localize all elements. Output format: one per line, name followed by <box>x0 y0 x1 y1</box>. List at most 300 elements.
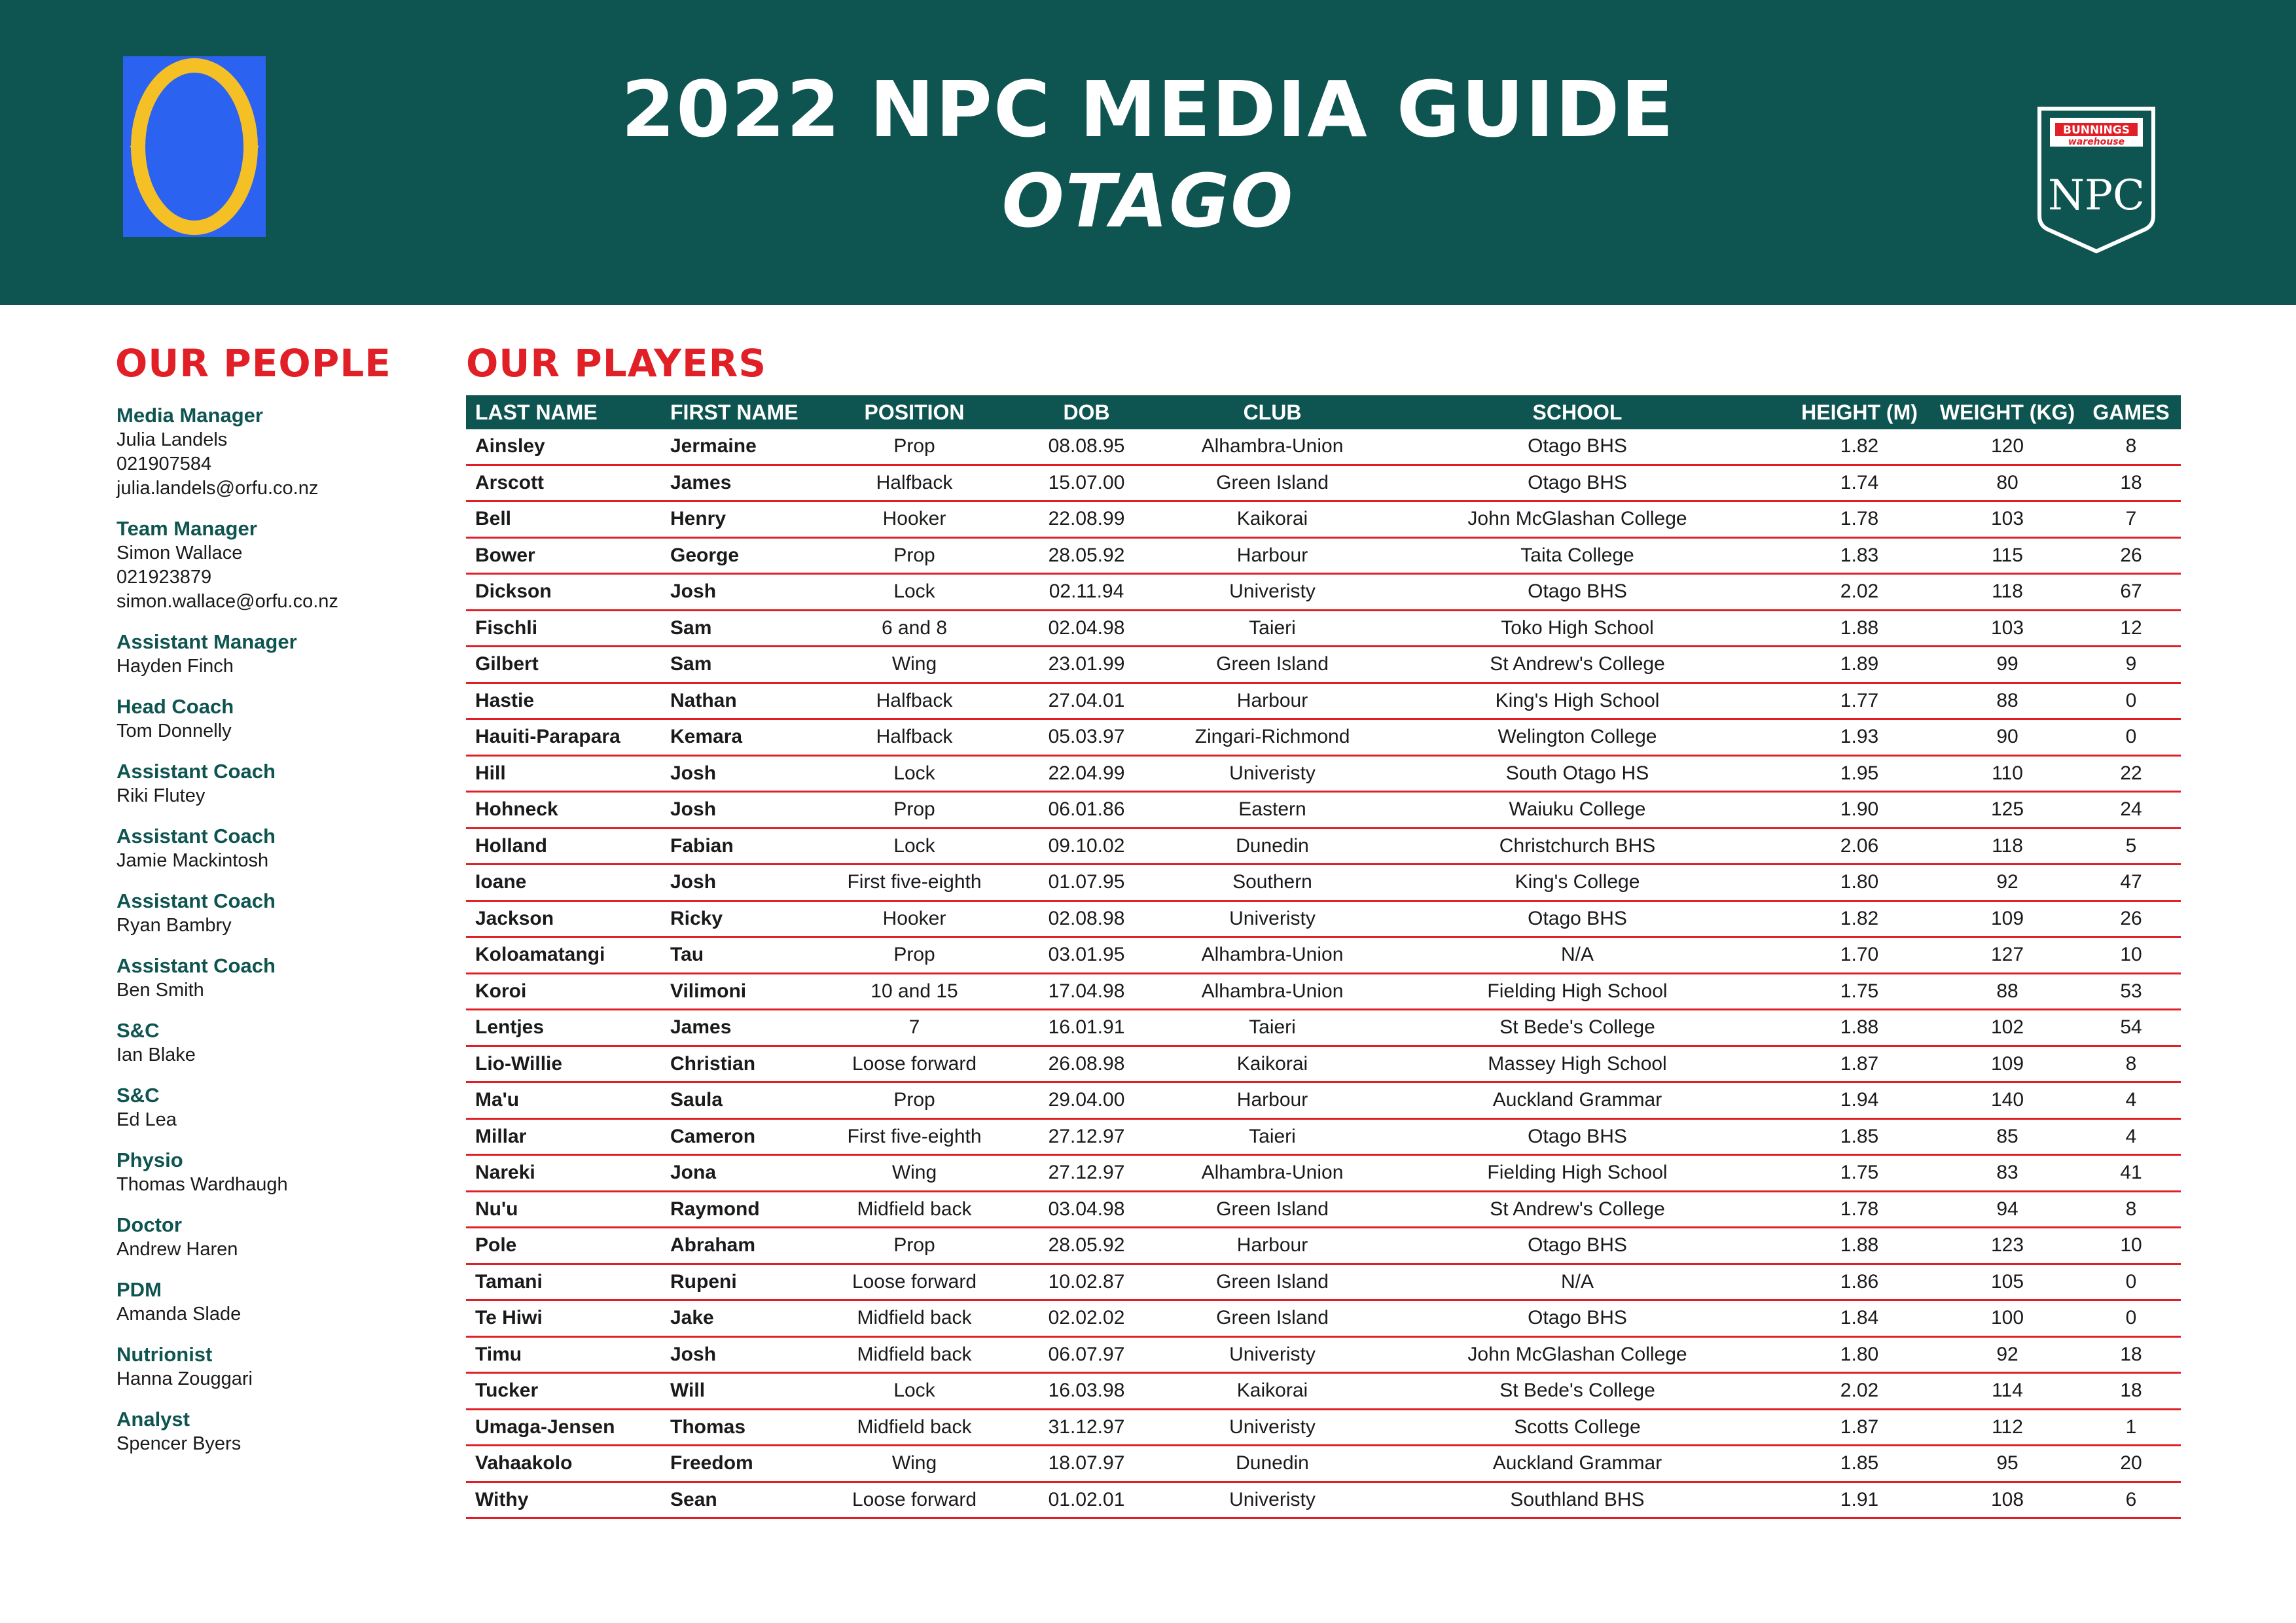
cell-first-name: Abraham <box>661 1228 831 1264</box>
cell-club: Harbour <box>1175 1228 1369 1264</box>
cell-first-name: Josh <box>661 574 831 611</box>
staff-detail: Ed Lea <box>117 1109 177 1130</box>
players-table <box>466 395 2181 1519</box>
cell-club: Zingari-Richmond <box>1175 719 1369 756</box>
cell-height: 1.93 <box>1785 719 1933 756</box>
cell-games: 18 <box>2081 1373 2181 1410</box>
table-row <box>466 1118 2181 1155</box>
cell-first-name: Kemara <box>661 719 831 756</box>
staff-entry <box>117 824 444 873</box>
cell-first-name: Saula <box>661 1082 831 1119</box>
cell-position: Wing <box>831 647 997 683</box>
cell-school: Otago BHS <box>1369 1118 1785 1155</box>
staff-entry <box>117 759 444 808</box>
cell-weight: 88 <box>1933 683 2081 719</box>
staff-entry <box>117 630 444 679</box>
cell-height: 1.91 <box>1785 1482 1933 1518</box>
cell-position: First five-eighth <box>831 865 997 901</box>
cell-school: Toko High School <box>1369 610 1785 647</box>
cell-last-name: Koloamatangi <box>466 937 661 974</box>
npc-badge-text: NPC <box>2047 171 2145 220</box>
cell-weight: 92 <box>1933 1336 2081 1373</box>
cell-club: Eastern <box>1175 792 1369 829</box>
cell-position: 10 and 15 <box>831 973 997 1010</box>
cell-position: 6 and 8 <box>831 610 997 647</box>
cell-school: John McGlashan College <box>1369 501 1785 538</box>
cell-club: Harbour <box>1175 683 1369 719</box>
cell-last-name: Te Hiwi <box>466 1300 661 1337</box>
staff-detail: Riki Flutey <box>117 785 206 806</box>
npc-badge-icon <box>2036 105 2157 255</box>
cell-height: 1.88 <box>1785 610 1933 647</box>
cell-position: Lock <box>831 1373 997 1410</box>
cell-school: Southland BHS <box>1369 1482 1785 1518</box>
table-row <box>466 865 2181 901</box>
cell-games: 26 <box>2081 537 2181 574</box>
table-row <box>466 1264 2181 1300</box>
staff-detail: Hanna Zouggari <box>117 1368 253 1389</box>
cell-position: Midfield back <box>831 1336 997 1373</box>
staff-role: Assistant Coach <box>117 889 276 912</box>
cell-dob: 27.12.97 <box>997 1155 1175 1192</box>
cell-first-name: Jake <box>661 1300 831 1337</box>
cell-games: 10 <box>2081 937 2181 974</box>
cell-games: 0 <box>2081 719 2181 756</box>
sponsor-sub: warehouse <box>2068 137 2125 147</box>
cell-school: Auckland Grammar <box>1369 1446 1785 1482</box>
cell-club: Green Island <box>1175 1191 1369 1228</box>
cell-dob: 09.10.02 <box>997 828 1175 865</box>
cell-club: Univeristy <box>1175 574 1369 611</box>
cell-games: 1 <box>2081 1409 2181 1446</box>
cell-games: 8 <box>2081 1191 2181 1228</box>
cell-last-name: Ma'u <box>466 1082 661 1119</box>
cell-first-name: Josh <box>661 1336 831 1373</box>
cell-dob: 29.04.00 <box>997 1082 1175 1119</box>
cell-first-name: George <box>661 537 831 574</box>
cell-height: 1.77 <box>1785 683 1933 719</box>
staff-detail: Thomas Wardhaugh <box>117 1174 288 1195</box>
cell-school: St Andrew's College <box>1369 1191 1785 1228</box>
cell-weight: 118 <box>1933 828 2081 865</box>
cell-club: Alhambra-Union <box>1175 429 1369 465</box>
cell-games: 18 <box>2081 465 2181 501</box>
cell-club: Univeristy <box>1175 901 1369 937</box>
cell-height: 1.80 <box>1785 865 1933 901</box>
cell-school: Fielding High School <box>1369 1155 1785 1192</box>
cell-weight: 80 <box>1933 465 2081 501</box>
cell-dob: 15.07.00 <box>997 465 1175 501</box>
staff-role: S&C <box>117 1084 160 1107</box>
cell-dob: 27.12.97 <box>997 1118 1175 1155</box>
cell-games: 26 <box>2081 901 2181 937</box>
cell-last-name: Dickson <box>466 574 661 611</box>
staff-entry <box>117 516 444 614</box>
table-row <box>466 1191 2181 1228</box>
cell-games: 67 <box>2081 574 2181 611</box>
cell-first-name: Sean <box>661 1482 831 1518</box>
cell-height: 1.78 <box>1785 1191 1933 1228</box>
cell-dob: 16.01.91 <box>997 1010 1175 1046</box>
table-row <box>466 1155 2181 1192</box>
cell-weight: 92 <box>1933 865 2081 901</box>
our-people-heading: OUR PEOPLE <box>115 341 391 385</box>
cell-weight: 114 <box>1933 1373 2081 1410</box>
staff-detail: Ben Smith <box>117 980 204 1001</box>
cell-height: 1.85 <box>1785 1118 1933 1155</box>
cell-weight: 108 <box>1933 1482 2081 1518</box>
cell-dob: 28.05.92 <box>997 1228 1175 1264</box>
cell-last-name: Lio-Willie <box>466 1046 661 1082</box>
cell-club: Green Island <box>1175 465 1369 501</box>
cell-first-name: Freedom <box>661 1446 831 1482</box>
people-list <box>117 403 444 1472</box>
cell-games: 4 <box>2081 1118 2181 1155</box>
cell-dob: 27.04.01 <box>997 683 1175 719</box>
cell-last-name: Pole <box>466 1228 661 1264</box>
cell-games: 20 <box>2081 1446 2181 1482</box>
cell-first-name: Nathan <box>661 683 831 719</box>
cell-dob: 02.11.94 <box>997 574 1175 611</box>
cell-last-name: Bell <box>466 501 661 538</box>
cell-position: First five-eighth <box>831 1118 997 1155</box>
cell-school: Auckland Grammar <box>1369 1082 1785 1119</box>
cell-club: Dunedin <box>1175 1446 1369 1482</box>
cell-dob: 22.04.99 <box>997 755 1175 792</box>
cell-school: Scotts College <box>1369 1409 1785 1446</box>
cell-position: Loose forward <box>831 1482 997 1518</box>
cell-dob: 05.03.97 <box>997 719 1175 756</box>
cell-weight: 109 <box>1933 901 2081 937</box>
cell-weight: 140 <box>1933 1082 2081 1119</box>
cell-school: St Andrew's College <box>1369 647 1785 683</box>
cell-first-name: James <box>661 465 831 501</box>
table-row <box>466 755 2181 792</box>
staff-detail: 021923879 <box>117 567 212 588</box>
cell-last-name: Millar <box>466 1118 661 1155</box>
cell-position: Lock <box>831 755 997 792</box>
table-row <box>466 1373 2181 1410</box>
cell-first-name: Rupeni <box>661 1264 831 1300</box>
cell-club: Taieri <box>1175 1118 1369 1155</box>
staff-role: Assistant Coach <box>117 954 276 977</box>
cell-school: Otago BHS <box>1369 1228 1785 1264</box>
cell-games: 41 <box>2081 1155 2181 1192</box>
cell-weight: 103 <box>1933 501 2081 538</box>
cell-games: 0 <box>2081 683 2181 719</box>
cell-last-name: Nareki <box>466 1155 661 1192</box>
cell-first-name: Jona <box>661 1155 831 1192</box>
cell-club: Kaikorai <box>1175 501 1369 538</box>
cell-first-name: Ricky <box>661 901 831 937</box>
cell-games: 12 <box>2081 610 2181 647</box>
cell-dob: 28.05.92 <box>997 537 1175 574</box>
cell-height: 2.06 <box>1785 828 1933 865</box>
cell-school: South Otago HS <box>1369 755 1785 792</box>
cell-school: Fielding High School <box>1369 973 1785 1010</box>
cell-games: 24 <box>2081 792 2181 829</box>
cell-first-name: Josh <box>661 792 831 829</box>
cell-height: 1.95 <box>1785 755 1933 792</box>
cell-weight: 90 <box>1933 719 2081 756</box>
cell-position: Midfield back <box>831 1300 997 1337</box>
cell-club: Univeristy <box>1175 1482 1369 1518</box>
cell-position: 7 <box>831 1010 997 1046</box>
table-row <box>466 1046 2181 1082</box>
cell-club: Harbour <box>1175 537 1369 574</box>
cell-club: Green Island <box>1175 647 1369 683</box>
cell-last-name: Tucker <box>466 1373 661 1410</box>
column-header-last-name: LAST NAME <box>466 395 661 429</box>
cell-school: John McGlashan College <box>1369 1336 1785 1373</box>
cell-school: Waiuku College <box>1369 792 1785 829</box>
cell-position: Halfback <box>831 465 997 501</box>
cell-first-name: James <box>661 1010 831 1046</box>
cell-position: Hooker <box>831 501 997 538</box>
staff-detail: Simon Wallace <box>117 543 243 563</box>
cell-dob: 22.08.99 <box>997 501 1175 538</box>
cell-weight: 88 <box>1933 973 2081 1010</box>
cell-height: 1.80 <box>1785 1336 1933 1373</box>
table-row <box>466 683 2181 719</box>
cell-position: Prop <box>831 429 997 465</box>
staff-detail: Ryan Bambry <box>117 915 232 936</box>
cell-school: Otago BHS <box>1369 1300 1785 1337</box>
cell-height: 1.84 <box>1785 1300 1933 1337</box>
table-row <box>466 828 2181 865</box>
staff-entry <box>117 1277 444 1327</box>
cell-weight: 105 <box>1933 1264 2081 1300</box>
cell-club: Kaikorai <box>1175 1373 1369 1410</box>
cell-last-name: Ioane <box>466 865 661 901</box>
cell-height: 1.82 <box>1785 901 1933 937</box>
our-players-heading: OUR PLAYERS <box>466 341 767 385</box>
cell-games: 53 <box>2081 973 2181 1010</box>
cell-height: 1.75 <box>1785 1155 1933 1192</box>
cell-weight: 127 <box>1933 937 2081 974</box>
cell-position: Prop <box>831 1082 997 1119</box>
cell-school: Taita College <box>1369 537 1785 574</box>
table-row <box>466 1409 2181 1446</box>
cell-club: Alhambra-Union <box>1175 937 1369 974</box>
table-row <box>466 901 2181 937</box>
cell-weight: 123 <box>1933 1228 2081 1264</box>
cell-dob: 03.04.98 <box>997 1191 1175 1228</box>
table-row <box>466 465 2181 501</box>
cell-position: Wing <box>831 1155 997 1192</box>
staff-entry <box>117 1407 444 1456</box>
cell-dob: 31.12.97 <box>997 1409 1175 1446</box>
cell-games: 18 <box>2081 1336 2181 1373</box>
cell-position: Halfback <box>831 719 997 756</box>
cell-first-name: Raymond <box>661 1191 831 1228</box>
table-row <box>466 1482 2181 1518</box>
staff-detail: simon.wallace@orfu.co.nz <box>117 591 338 612</box>
cell-games: 8 <box>2081 429 2181 465</box>
staff-detail: Julia Landels <box>117 429 228 450</box>
staff-role: Physio <box>117 1149 183 1171</box>
cell-weight: 118 <box>1933 574 2081 611</box>
staff-detail: Jamie Mackintosh <box>117 850 269 871</box>
cell-height: 1.89 <box>1785 647 1933 683</box>
cell-first-name: Jermaine <box>661 429 831 465</box>
cell-club: Univeristy <box>1175 755 1369 792</box>
column-header-first-name: FIRST NAME <box>661 395 831 429</box>
table-row <box>466 429 2181 465</box>
cell-height: 1.94 <box>1785 1082 1933 1119</box>
cell-last-name: Hauiti-Parapara <box>466 719 661 756</box>
cell-weight: 85 <box>1933 1118 2081 1155</box>
cell-dob: 03.01.95 <box>997 937 1175 974</box>
cell-position: Prop <box>831 537 997 574</box>
cell-dob: 06.01.86 <box>997 792 1175 829</box>
cell-school: Otago BHS <box>1369 901 1785 937</box>
cell-games: 8 <box>2081 1046 2181 1082</box>
cell-weight: 94 <box>1933 1191 2081 1228</box>
cell-club: Green Island <box>1175 1300 1369 1337</box>
cell-first-name: Vilimoni <box>661 973 831 1010</box>
staff-entry <box>117 1018 444 1067</box>
staff-role: Assistant Coach <box>117 825 276 847</box>
table-row <box>466 537 2181 574</box>
cell-school: Otago BHS <box>1369 574 1785 611</box>
staff-entry <box>117 403 444 501</box>
staff-detail: Spencer Byers <box>117 1433 242 1454</box>
table-body <box>466 429 2181 1518</box>
cell-games: 0 <box>2081 1264 2181 1300</box>
cell-last-name: Timu <box>466 1336 661 1373</box>
cell-last-name: Tamani <box>466 1264 661 1300</box>
cell-weight: 110 <box>1933 755 2081 792</box>
cell-games: 47 <box>2081 865 2181 901</box>
cell-club: Southern <box>1175 865 1369 901</box>
cell-position: Halfback <box>831 683 997 719</box>
column-header-games: GAMES <box>2081 395 2181 429</box>
cell-dob: 02.04.98 <box>997 610 1175 647</box>
table-row <box>466 574 2181 611</box>
staff-role: S&C <box>117 1019 160 1042</box>
cell-first-name: Christian <box>661 1046 831 1082</box>
table-row <box>466 937 2181 974</box>
cell-last-name: Gilbert <box>466 647 661 683</box>
cell-games: 0 <box>2081 1300 2181 1337</box>
cell-height: 1.83 <box>1785 537 1933 574</box>
cell-weight: 83 <box>1933 1155 2081 1192</box>
cell-height: 1.88 <box>1785 1228 1933 1264</box>
staff-entry <box>117 1148 444 1197</box>
column-header-school: SCHOOL <box>1369 395 1785 429</box>
cell-school: King's High School <box>1369 683 1785 719</box>
staff-role: Head Coach <box>117 695 234 718</box>
staff-role: PDM <box>117 1278 162 1301</box>
table-row <box>466 1446 2181 1482</box>
cell-club: Alhambra-Union <box>1175 973 1369 1010</box>
cell-position: Lock <box>831 828 997 865</box>
cell-club: Alhambra-Union <box>1175 1155 1369 1192</box>
cell-club: Univeristy <box>1175 1336 1369 1373</box>
cell-school: St Bede's College <box>1369 1373 1785 1410</box>
cell-last-name: Koroi <box>466 973 661 1010</box>
cell-school: Christchurch BHS <box>1369 828 1785 865</box>
staff-role: Nutrionist <box>117 1343 213 1366</box>
cell-weight: 103 <box>1933 610 2081 647</box>
cell-position: Prop <box>831 1228 997 1264</box>
table-row <box>466 501 2181 538</box>
cell-club: Univeristy <box>1175 1409 1369 1446</box>
cell-school: St Bede's College <box>1369 1010 1785 1046</box>
staff-detail: Andrew Haren <box>117 1239 238 1260</box>
cell-first-name: Cameron <box>661 1118 831 1155</box>
cell-school: N/A <box>1369 937 1785 974</box>
cell-games: 5 <box>2081 828 2181 865</box>
cell-height: 1.87 <box>1785 1046 1933 1082</box>
cell-last-name: Arscott <box>466 465 661 501</box>
cell-last-name: Bower <box>466 537 661 574</box>
cell-position: Wing <box>831 1446 997 1482</box>
table-row <box>466 1082 2181 1119</box>
staff-entry <box>117 954 444 1003</box>
cell-first-name: Fabian <box>661 828 831 865</box>
cell-school: Otago BHS <box>1369 429 1785 465</box>
cell-dob: 02.08.98 <box>997 901 1175 937</box>
cell-last-name: Umaga-Jensen <box>466 1409 661 1446</box>
cell-first-name: Josh <box>661 755 831 792</box>
cell-weight: 125 <box>1933 792 2081 829</box>
cell-height: 1.86 <box>1785 1264 1933 1300</box>
table-row <box>466 719 2181 756</box>
cell-club: Taieri <box>1175 1010 1369 1046</box>
cell-dob: 02.02.02 <box>997 1300 1175 1337</box>
staff-detail: Ian Blake <box>117 1044 196 1065</box>
cell-school: Massey High School <box>1369 1046 1785 1082</box>
cell-last-name: Nu'u <box>466 1191 661 1228</box>
page-title: 2022 NPC MEDIA GUIDE <box>621 64 1675 154</box>
team-name: OTAGO <box>1001 159 1295 244</box>
cell-dob: 10.02.87 <box>997 1264 1175 1300</box>
cell-dob: 06.07.97 <box>997 1336 1175 1373</box>
cell-height: 1.74 <box>1785 465 1933 501</box>
cell-dob: 26.08.98 <box>997 1046 1175 1082</box>
cell-last-name: Withy <box>466 1482 661 1518</box>
cell-height: 1.78 <box>1785 501 1933 538</box>
cell-height: 2.02 <box>1785 574 1933 611</box>
staff-role: Media Manager <box>117 404 263 427</box>
cell-dob: 01.02.01 <box>997 1482 1175 1518</box>
cell-height: 1.85 <box>1785 1446 1933 1482</box>
cell-last-name: Lentjes <box>466 1010 661 1046</box>
table-row <box>466 973 2181 1010</box>
cell-last-name: Hill <box>466 755 661 792</box>
cell-height: 1.82 <box>1785 429 1933 465</box>
cell-height: 1.88 <box>1785 1010 1933 1046</box>
staff-role: Doctor <box>117 1213 182 1236</box>
cell-club: Dunedin <box>1175 828 1369 865</box>
staff-detail: Hayden Finch <box>117 656 234 677</box>
staff-entry <box>117 1342 444 1391</box>
cell-school: King's College <box>1369 865 1785 901</box>
table-row <box>466 792 2181 829</box>
cell-dob: 18.07.97 <box>997 1446 1175 1482</box>
cell-club: Harbour <box>1175 1082 1369 1119</box>
cell-height: 1.75 <box>1785 973 1933 1010</box>
cell-position: Hooker <box>831 901 997 937</box>
table-row <box>466 1300 2181 1337</box>
staff-role: Assistant Coach <box>117 760 276 783</box>
cell-position: Prop <box>831 937 997 974</box>
cell-position: Lock <box>831 574 997 611</box>
cell-first-name: Henry <box>661 501 831 538</box>
cell-position: Prop <box>831 792 997 829</box>
